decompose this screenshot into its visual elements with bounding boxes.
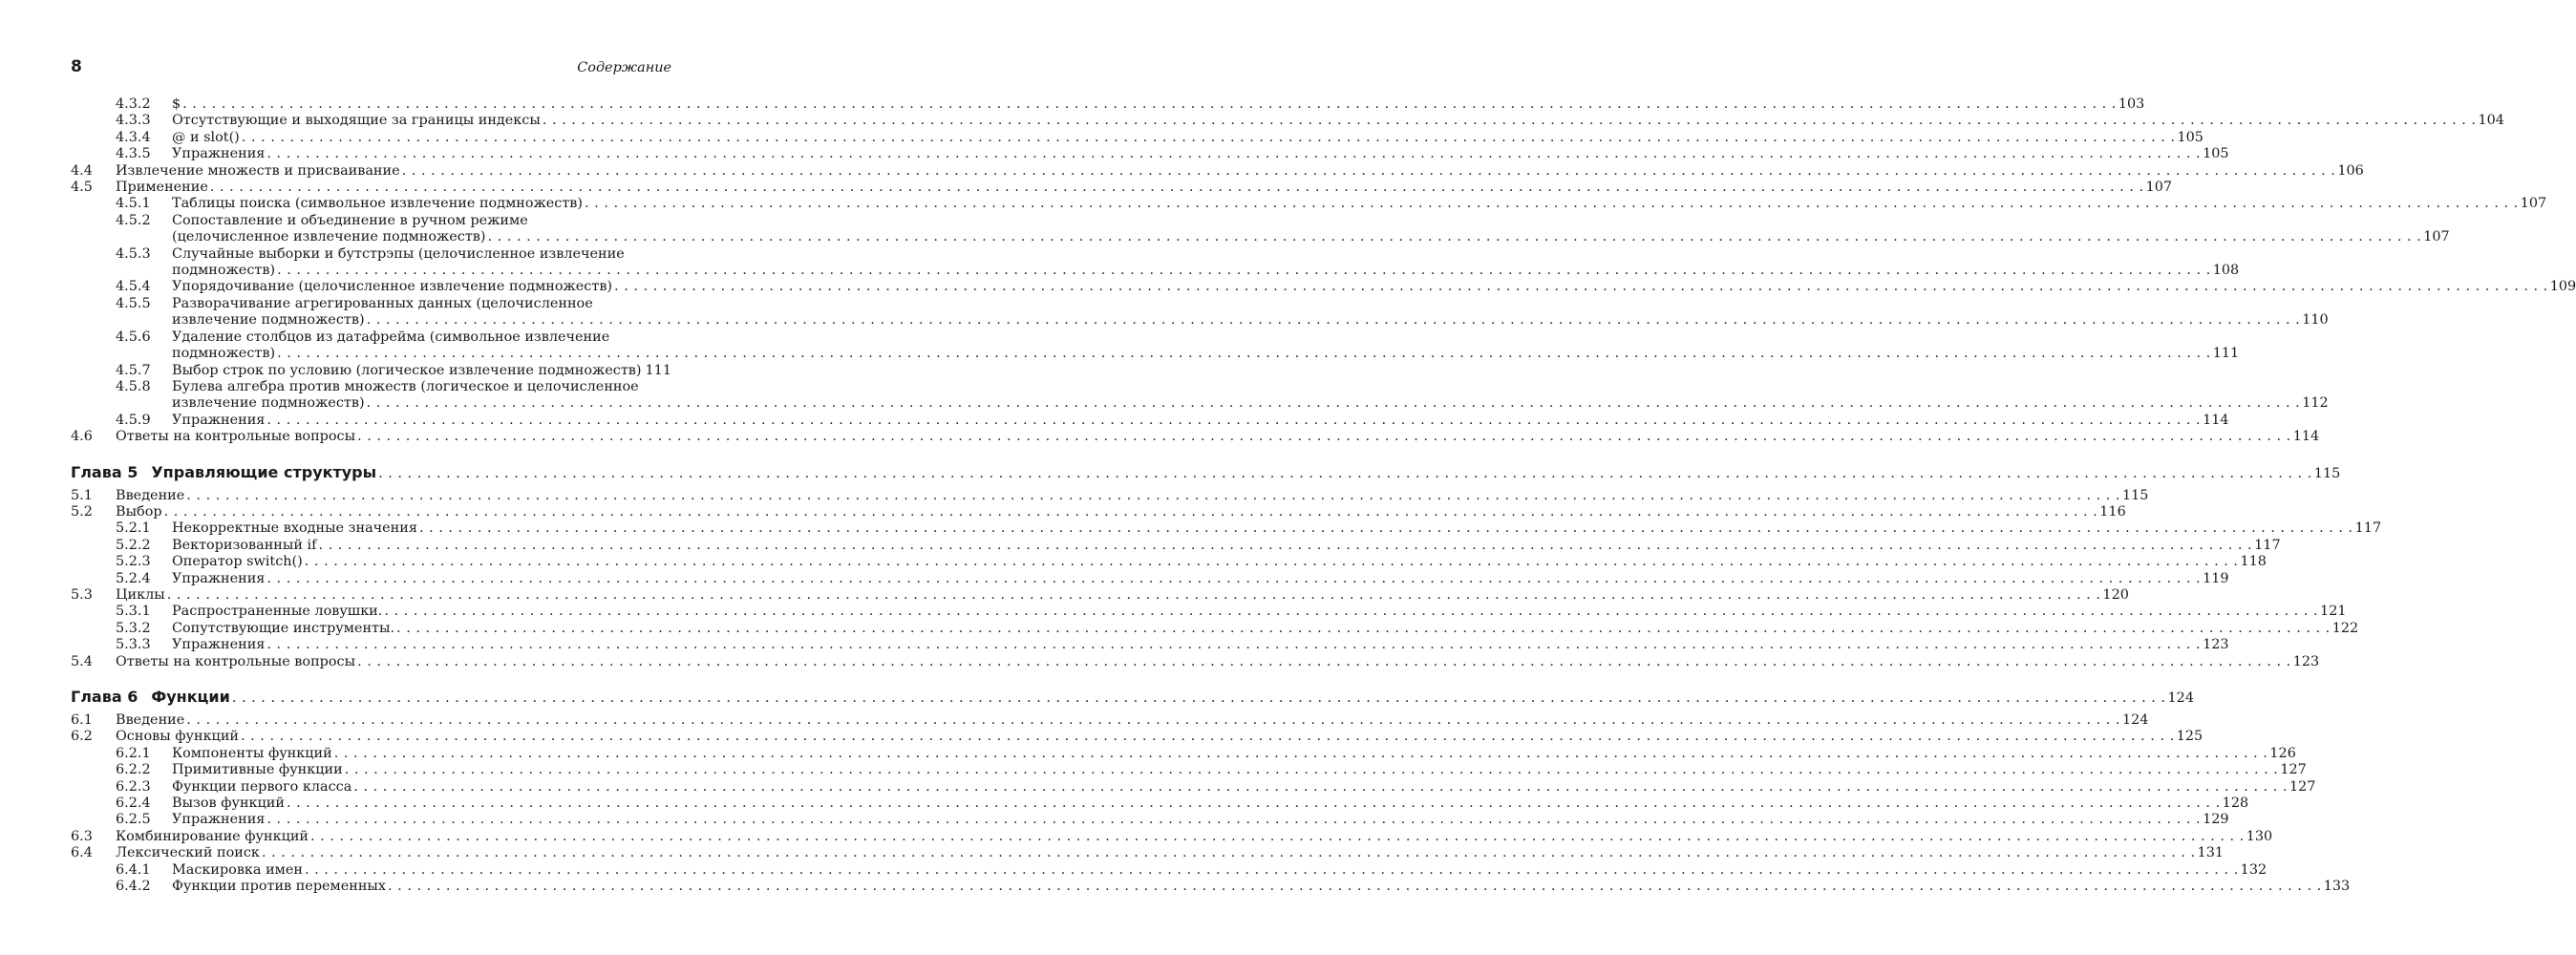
dot-leader: . . . . . . . . . . . . . . . . . . . . . . . . . . . . . . . . . . . . . . . . . . . . . . . . . . . . . . . . . . . . . . . . . . . . . . . . . . . . . . . . . . . . . . . . . . . . . . . . . . . . . . . . . . . . . . . . . . . . . . . . . . . . . . . . . . . . . . . . . . . . . . . . . . . . . . . . . . . . . . . . . . . . . . . . . . . . . . . . . . . . . . . . . . . . . . . . . . . . . . . . (304, 861, 2239, 878)
toc-entry[interactable] (71, 129, 2203, 146)
toc-entry-title: $ (172, 96, 181, 112)
toc-entry-title: Некорректные входные значения (172, 520, 417, 537)
toc-page-number: 109 (2549, 279, 2576, 295)
toc-entry[interactable] (71, 712, 2149, 729)
dot-leader: . . . . . . . . . . . . . . . . . . . . . . . . . . . . . . . . . . . . . . . . . . . . . . . . . . . . . . . . . . . . . . . . . . . . . . . . . . . . . . . . . . . . . . . . . . . . . . . . . . . . . . . . . . . . . . . . . . . . . . . . . . . . . . . . . . . . . . . . . . . . . . . . . . . . . . . . . . . . . . . . . . . . . . . . . . . . . . . . . . . . . . . . . . . . . . . . . . . . . . . . (241, 729, 2175, 745)
toc-entry[interactable] (71, 96, 2145, 113)
chapter-label: Глава 5 (71, 462, 138, 481)
toc-entry-title: (целочисленное извлечение подмножеств) (172, 229, 486, 245)
toc-entry-title: @ и slot() (172, 129, 240, 145)
dot-leader: . . . . . . . . . . . . . . . . . . . . . . . . . . . . . . . . . . . . . . . . . . . . . . . . . . . . . . . . . . . . . . . . . . . . . . . . . . . . . . . . . . . . . . . . . . . . . . . . . . . . . . . . . . . . . . . . . . . . . . . . . . . . . . . . . . . . . . . . . . . . . . . . . . . . . . . . . . . . . . . . . . . . . . . . . . . . . . . . . . . . . . . . . . . . . . . . . . . . . . . . (241, 129, 2176, 145)
toc-entry[interactable] (71, 245, 2240, 280)
toc-entry-title: Оператор switch() (172, 554, 303, 570)
toc-entry-title: Функции против переменных (172, 879, 387, 895)
toc-entry-number: 4.5.9 (116, 412, 151, 428)
toc-entry[interactable] (71, 196, 2547, 212)
toc-entry-title: Маскировка имен (172, 861, 303, 878)
dot-leader: . . . . . . . . . . . . . . . . . . . . . . . . . . . . . . . . . . . . . . . . . . . . . . . . . . . . . . . . . . . . . . . . . . . . . . . . . . . . . . . . . . . . . . . . . . . . . . . . . . . . . . . . . . . . . . . . . . . . . . . . . . . . . . . . . . . . . . . . . . . . . . . . . . . . . . . . . . . . . . . . . . . . . . . . . . . . . . . . . . . . . . . . . . . . . . . . . . . . . . . . (304, 554, 2239, 570)
toc-entry-number: 6.2.5 (116, 812, 151, 828)
toc-entry-title: Булева алгебра против множеств (логическое и целочисленное (172, 378, 639, 394)
toc-page-number: 119 (2203, 570, 2229, 586)
dot-leader: . . . . . . . . . . . . . . . . . . . . . . . . . . . . . . . . . . . . . . . . . . . . . . . . . . . . . . . . . . . . . . . . . . . . . . . . . . . . . . . . . . . . . . . . . . . . . . . . . . . . . . . . . . . . . . . . . . . . . . . . . . . . . . . . . . . . . . . . . . . . . . . . . . . . . . . . . . . . . . . . . . . . . . . . . . . . . . . . . . . . . . . . . . . . . . . . . . . . . . . . (186, 487, 2120, 503)
toc-entry-number: 5.2 (71, 503, 93, 520)
toc-page-number: 103 (2118, 96, 2145, 112)
dot-leader: . . . . . . . . . . . . . . . . . . . . . . . . . . . . . . . . . . . . . . . . . . . . . . . . . . . . . . . . . . . . . . . . . . . . . . . . . . . . . . . . . . . . . . . . . . . . . . . . . . . . . . . . . . . . . . . . . . . . . . . . . . . . . . . . . . . . . . . . . . . . . . . . . . . . . . . . . . . . . . . . . . . . . . . . . . . . . . . . . . . . . . . . . . . . . . . . . . . . . . . . (542, 113, 2477, 129)
toc-page-number: 108 (2212, 263, 2240, 279)
toc-entry[interactable] (71, 180, 2173, 196)
toc-entry-title: Сопутствующие инструменты. (172, 620, 395, 636)
page-number: 8 (71, 57, 82, 76)
toc-page-number: 126 (2269, 745, 2296, 761)
dot-leader: . . . . . . . . . . . . . . . . . . . . . . . . . . . . . . . . . . . . . . . . . . . . . . . . . . . . . . . . . . . . . . . . . . . . . . . . . . . . . . . . . . . . . . . . . . . . . . . . . . . . . . . . . . . . . . . . . . . . . . . . . . . . . . . . . . . . . . . . . . . . . . . . . . . . . . . . . . . . . . . . . . . . . . . . . . . . . . . . . . . . . . . . . . . . . . . . . . . . . . . . (266, 412, 2202, 428)
toc-entry-title: Функции первого класса (172, 778, 352, 795)
toc-page-number: 123 (2292, 653, 2320, 669)
toc-entry-title: подмножеств) (172, 346, 276, 362)
toc-page-number: 111 (645, 362, 671, 378)
toc-entry-title: Комбинирование функций (116, 828, 309, 844)
toc-entry-title: Сопоставление и объединение в ручном режиме (172, 212, 528, 228)
toc-page-number: 116 (2099, 503, 2126, 520)
table-of-contents (71, 96, 2576, 895)
toc-page-number: 112 (2302, 395, 2329, 412)
toc-entry[interactable] (71, 796, 2249, 812)
toc-page-number: 106 (2337, 162, 2364, 179)
toc-page-number: 130 (2246, 828, 2273, 844)
toc-entry-number: 6.2.4 (116, 796, 151, 812)
toc-entry[interactable] (71, 637, 2229, 653)
toc-entry-number: 4.6 (71, 429, 93, 445)
toc-entry-number: 5.2.1 (116, 520, 151, 537)
toc-page-number: 133 (2323, 879, 2351, 895)
toc-page-number: 117 (2254, 537, 2281, 553)
toc-entry-number: 4.5.5 (116, 295, 151, 311)
toc-page-number: 132 (2240, 861, 2267, 878)
toc-entry-number: 5.2.4 (116, 570, 151, 586)
toc-entry[interactable] (71, 146, 2229, 162)
dot-leader: . . . . . . . . . . . . . . . . . . . . . . . . . . . . . . . . . . . . . . . . . . . . . . . . . . . . . . . . . . . . . . . . . . . . . . . . . . . . . . . . . . . . . . . . . . . . . . . . . . . . . . . . . . . . . . . . . . . . . . . . . . . . . . . . . . . . . . . . . . . . . . . . . . . . . . . . . . . . . . . . . . . . . . . . . . . . . . . . . . . . . . . . . . . . . . . . . . . . . . . . (353, 778, 2288, 795)
toc-page-number: 107 (2423, 229, 2450, 245)
toc-entry-number: 5.3.3 (116, 637, 151, 653)
toc-entry-title: Упражнения (172, 570, 266, 586)
toc-page-number: 104 (2478, 113, 2504, 129)
toc-page-number: 124 (2167, 690, 2194, 706)
toc-entry-title: Ответы на контрольные вопросы (116, 429, 356, 445)
dot-leader: . . . . . . . . . . . . . . . . . . . . . . . . . . . . . . . . . . . . . . . . . . . . . . . . . . . . . . . . . . . . . . . . . . . . . . . . . . . . . . . . . . . . . . . . . . . . . . . . . . . . . . . . . . . . . . . . . . . . . . . . . . . . . . . . . . . . . . . . . . . . . . . . . . . . . . . . . . . . . . . . . . . . . . . . . . . . . . . . . . . . . . . . . . . . . . . . . . . . . . . . (614, 279, 2548, 295)
toc-entry[interactable] (71, 363, 671, 379)
toc-page-number: 105 (2177, 129, 2203, 145)
toc-entry-title: Лексический поиск (116, 845, 260, 861)
dot-leader: . . . . . . . . . . . . . . . . . . . . . . . . . . . . . . . . . . . . . . . . . . . . . . . . . . . . . . . . . . . . . . . . . . . . . . . . . . . . . . . . . . . . . . . . . . . . . . . . . . . . . . . . . . . . . . . . . . . . . . . . . . . . . . . . . . . . . . . . . . . . . . . . . . . . . . . . . . . . . . . . . . . . . . . . . . . . . . . . . . . . . . . . . . . . . . . . . . . . . . . . (163, 503, 2098, 520)
dot-leader: . . . . . . . . . . . . . . . . . . . . . . . . . . . . . . . . . . . . . . . . . . . . . . . . . . . . . . . . . . . . . . . . . . . . . . . . . . . . . . . . . . . . . . . . . . . . . . . . . . . . . . . . . . . . . . . . . . . . . . . . . . . . . . . . . . . . . . . . . . . . . . . . . . . . . . . . . . . . . . . . . . . . . . . . . . . . . . . . . . . . . . . . . . . . . . . . . . . . . . . . (378, 465, 2312, 481)
toc-page-number: 125 (2176, 729, 2203, 745)
toc-entry-number: 5.2.3 (116, 554, 151, 570)
toc-entry-number: 4.5 (71, 180, 93, 196)
toc-page-number: 118 (2240, 554, 2267, 570)
toc-entry[interactable] (71, 295, 2329, 329)
toc-entry-number: 4.5.1 (116, 196, 151, 212)
toc-entry[interactable] (71, 604, 2347, 620)
toc-page-number: 129 (2203, 812, 2229, 828)
toc-entry[interactable] (71, 861, 2267, 879)
toc-entry-number: 4.3.4 (116, 129, 151, 145)
dot-leader: . . . . . . . . . . . . . . . . . . . . . . . . . . . . . . . . . . . . . . . . . . . . . . . . . . . . . . . . . . . . . . . . . . . . . . . . . . . . . . . . . . . . . . . . . . . . . . . . . . . . . . . . . . . . . . . . . . . . . . . . . . . . . . . . . . . . . . . . . . . . . . . . . . . . . . . . . . . . . . . . . . . . . . . . . . . . . . . . . . . . . . . . . . . . . . . . . . . . . . . . (384, 604, 2319, 620)
toc-entry-number: 6.4 (71, 845, 93, 861)
toc-page-number: 127 (2289, 778, 2316, 795)
toc-entry-title: Разворачивание агрегированных данных (целочисленное (172, 295, 593, 311)
toc-entry-number: 6.2 (71, 729, 93, 745)
toc-entry-title: Упражнения (172, 637, 266, 653)
dot-leader: . . . . . . . . . . . . . . . . . . . . . . . . . . . . . . . . . . . . . . . . . . . . . . . . . . . . . . . . . . . . . . . . . . . . . . . . . . . . . . . . . . . . . . . . . . . . . . . . . . . . . . . . . . . . . . . . . . . . . . . . . . . . . . . . . . . . . . . . . . . . . . . . . . . . . . . . . . . . . . . . . . . . . . . . . . . . . . . . . . . . . . . . . . . . . . . . . . . . . . . . (396, 620, 2331, 636)
toc-entry[interactable] (71, 554, 2267, 570)
toc-page-number: 117 (2354, 520, 2382, 537)
dot-leader: . . . . . . . . . . . . . . . . . . . . . . . . . . . . . . . . . . . . . . . . . . . . . . . . . . . . . . . . . . . . . . . . . . . . . . . . . . . . . . . . . . . . . . . . . . . . . . . . . . . . . . . . . . . . . . . . . . . . . . . . . . . . . . . . . . . . . . . . . . . . . . . . . . . . . . . . . . . . . . . . . . . . . . . . . . . . . . . . . . . . . . . . . . . . . . . . . . . . . . . . (357, 653, 2291, 669)
toc-entry-number: 4.5.2 (116, 212, 151, 228)
dot-leader: . . . . . . . . . . . . . . . . . . . . . . . . . . . . . . . . . . . . . . . . . . . . . . . . . . . . . . . . . . . . . . . . . . . . . . . . . . . . . . . . . . . . . . . . . . . . . . . . . . . . . . . . . . . . . . . . . . . . . . . . . . . . . . . . . . . . . . . . . . . . . . . . . . . . . . . . . . . . . . . . . . . . . . . . . . . . . . . . . . . . . . . . . . . . . . . . . . . . . . . . (266, 146, 2202, 162)
toc-entry-number: 6.2.1 (116, 745, 151, 761)
dot-leader: . . . . . . . . . . . . . . . . . . . . . . . . . . . . . . . . . . . . . . . . . . . . . . . . . . . . . . . . . . . . . . . . . . . . . . . . . . . . . . . . . . . . . . . . . . . . . . . . . . . . . . . . . . . . . . . . . . . . . . . . . . . . . . . . . . . . . . . . . . . . . . . . . . . . . . . . . . . . . . . . . . . . . . . . . . . . . . . . . . . . . . . . . . . . . . . . . . . . . . . . (344, 762, 2279, 778)
toc-entry-title: Векторизованный if (172, 537, 317, 553)
toc-entry-title: Таблицы поиска (символьное извлечение подмножеств) (172, 196, 584, 212)
toc-page-number: 115 (2313, 465, 2341, 481)
toc-page-number: 124 (2121, 712, 2149, 728)
dot-leader: . . . . . . . . . . . . . . . . . . . . . . . . . . . . . . . . . . . . . . . . . . . . . . . . . . . . . . . . . . . . . . . . . . . . . . . . . . . . . . . . . . . . . . . . . . . . . . . . . . . . . . . . . . . . . . . . . . . . . . . . . . . . . . . . . . . . . . . . . . . . . . . . . . . . . . . . . . . . . . . . . . . . . . . . . . . . . . . . . . . . . . . . . . . . . . . . . . . . . . . . (186, 712, 2120, 728)
toc-entry-number: 4.5.4 (116, 279, 151, 295)
toc-page-number: 114 (2203, 412, 2229, 428)
toc-entry[interactable] (71, 520, 2382, 537)
dot-leader: . . . . . . . . . . . . . . . . . . . . . . . . . . . . . . . . . . . . . . . . . . . . . . . . . . . . . . . . . . . . . . . . . . . . . . . . . . . . . . . . . . . . . . . . . . . . . . . . . . . . . . . . . . . . . . . . . . . . . . . . . . . . . . . . . . . . . . . . . . . . . . . . . . . . . . . . . . . . . . . . . . . . . . . . . . . . . . . . . . . . . . . . . . . . . . . . . . . . . . . . (357, 429, 2291, 445)
toc-chapter[interactable] (71, 462, 2341, 484)
toc-entry-title: Введение (116, 487, 185, 503)
dot-leader: . . . . . . . . . . . . . . . . . . . . . . . . . . . . . . . . . . . . . . . . . . . . . . . . . . . . . . . . . . . . . . . . . . . . . . . . . . . . . . . . . . . . . . . . . . . . . . . . . . . . . . . . . . . . . . . . . . . . . . . . . . . . . . . . . . . . . . . . . . . . . . . . . . . . . . . . . . . . . . . . . . . . . . . . . . . . . . . . . . . . . . . . . . . . . . . . . . . . . . . . (487, 229, 2422, 245)
toc-entry-number: 5.1 (71, 487, 93, 503)
toc-page-number: 111 (2212, 346, 2240, 362)
dot-leader: . . . . . . . . . . . . . . . . . . . . . . . . . . . . . . . . . . . . . . . . . . . . . . . . . . . . . . . . . . . . . . . . . . . . . . . . . . . . . . . . . . . . . . . . . . . . . . . . . . . . . . . . . . . . . . . . . . . . . . . . . . . . . . . . . . . . . . . . . . . . . . . . . . . . . . . . . . . . . . . . . . . . . . . . . . . . . . . . . . . . . . . . . . . . . . . . . . . . . . . . (266, 812, 2202, 828)
toc-page-number: 122 (2331, 620, 2359, 636)
toc-page-number: 131 (2197, 845, 2225, 861)
dot-leader: . . . . . . . . . . . . . . . . . . . . . . . . . . . . . . . . . . . . . . . . . . . . . . . . . . . . . . . . . . . . . . . . . . . . . . . . . . . . . . . . . . . . . . . . . . . . . . . . . . . . . . . . . . . . . . . . . . . . . . . . . . . . . . . . . . . . . . . . . . . . . . . . . . . . . . . . . . . . . . . . . . . . . . . . . . . . . . . . . . . . . . . . . . . . . . . . . . . . . . . . (166, 586, 2101, 603)
toc-entry-number: 4.5.6 (116, 329, 151, 345)
chapter-title: Управляющие структуры (151, 462, 377, 481)
toc-page-number: 105 (2203, 146, 2229, 162)
toc-entry-number: 4.5.3 (116, 245, 151, 262)
toc-entry-title: Упражнения (172, 146, 266, 162)
toc-entry[interactable] (71, 812, 2229, 828)
toc-entry-title: Основы функций (116, 729, 239, 745)
toc-entry[interactable] (71, 620, 2359, 637)
toc-entry-number: 6.1 (71, 712, 93, 728)
toc-entry[interactable] (71, 412, 2229, 429)
toc-entry-title: Выбор строк по условию (логическое извлечение подмножеств) (172, 362, 642, 378)
toc-entry-title: Упражнения (172, 412, 266, 428)
toc-entry-number: 4.3.3 (116, 113, 151, 129)
dot-leader: . . . . . . . . . . . . . . . . . . . . . . . . . . . . . . . . . . . . . . . . . . . . . . . . . . . . . . . . . . . . . . . . . . . . . . . . . . . . . . . . . . . . . . . . . . . . . . . . . . . . . . . . . . . . . . . . . . . . . . . . . . . . . . . . . . . . . . . . . . . . . . . . . . . . . . . . . . . . . . . . . . . . . . . . . . . . . . . . . . . . . . . . . . . . . . . . . . . . . . . . (366, 395, 2301, 412)
toc-page-number: 114 (2292, 429, 2320, 445)
dot-leader: . . . . . . . . . . . . . . . . . . . . . . . . . . . . . . . . . . . . . . . . . . . . . . . . . . . . . . . . . . . . . . . . . . . . . . . . . . . . . . . . . . . . . . . . . . . . . . . . . . . . . . . . . . . . . . . . . . . . . . . . . . . . . . . . . . . . . . . . . . . . . . . . . . . . . . . . . . . . . . . . . . . . . . . . . . . . . . . . . . . . . . . . . . . . . . . . . . . . . . . . (333, 745, 2268, 761)
dot-leader: . . . . . . . . . . . . . . . . . . . . . . . . . . . . . . . . . . . . . . . . . . . . . . . . . . . . . . . . . . . . . . . . . . . . . . . . . . . . . . . . . . . . . . . . . . . . . . . . . . . . . . . . . . . . . . . . . . . . . . . . . . . . . . . . . . . . . . . . . . . . . . . . . . . . . . . . . . . . . . . . . . . . . . . . . . . . . . . . . . . . . . . . . . . . . . . . . . . . . . . . (209, 180, 2144, 196)
toc-entry-number: 6.3 (71, 828, 93, 844)
dot-leader: . . . . . . . . . . . . . . . . . . . . . . . . . . . . . . . . . . . . . . . . . . . . . . . . . . . . . . . . . . . . . . . . . . . . . . . . . . . . . . . . . . . . . . . . . . . . . . . . . . . . . . . . . . . . . . . . . . . . . . . . . . . . . . . . . . . . . . . . . . . . . . . . . . . . . . . . . . . . . . . . . . . . . . . . . . . . . . . . . . . . . . . . . . . . . . . . . . . . . . . . (310, 828, 2245, 844)
dot-leader: . . . . . . . . . . . . . . . . . . . . . . . . . . . . . . . . . . . . . . . . . . . . . . . . . . . . . . . . . . . . . . . . . . . . . . . . . . . . . . . . . . . . . . . . . . . . . . . . . . . . . . . . . . . . . . . . . . . . . . . . . . . . . . . . . . . . . . . . . . . . . . . . . . . . . . . . . . . . . . . . . . . . . . . . . . . . . . . . . . . . . . . . . . . . . . . . . . . . . . . . (266, 570, 2202, 586)
toc-page-number: 115 (2121, 487, 2149, 503)
toc-entry[interactable] (71, 745, 2296, 762)
toc-chapter[interactable] (71, 687, 2194, 709)
toc-entry-title: Компоненты функций (172, 745, 332, 761)
toc-entry[interactable] (71, 778, 2316, 796)
toc-page-number: 128 (2222, 796, 2249, 812)
toc-page-number: 107 (2520, 196, 2547, 212)
dot-leader: . . . . . . . . . . . . . . . . . . . . . . . . . . . . . . . . . . . . . . . . . . . . . . . . . . . . . . . . . . . . . . . . . . . . . . . . . . . . . . . . . . . . . . . . . . . . . . . . . . . . . . . . . . . . . . . . . . . . . . . . . . . . . . . . . . . . . . . . . . . . . . . . . . . . . . . . . . . . . . . . . . . . . . . . . . . . . . . . . . . . . . . . . . . . . . . . . . . . . . . . (277, 263, 2211, 279)
toc-entry[interactable] (71, 279, 2576, 295)
toc-entry-title: Применение (116, 180, 208, 196)
toc-entry[interactable] (71, 487, 2149, 504)
toc-entry-number: 5.4 (71, 653, 93, 669)
toc-entry[interactable] (71, 586, 2129, 604)
toc-entry-number: 4.4 (71, 162, 93, 179)
toc-entry[interactable] (71, 570, 2229, 587)
toc-page-number: 121 (2320, 604, 2347, 620)
toc-entry[interactable] (71, 212, 2450, 246)
dot-leader: . . . . . . . . . . . . . . . . . . . . . . . . . . . . . . . . . . . . . . . . . . . . . . . . . . . . . . . . . . . . . . . . . . . . . . . . . . . . . . . . . . . . . . . . . . . . . . . . . . . . . . . . . . . . . . . . . . . . . . . . . . . . . . . . . . . . . . . . . . . . . . . . . . . . . . . . . . . . . . . . . . . . . . . . . . . . . . . . . . . . . . . . . . . . . . . . . . . . . . . . (261, 845, 2196, 861)
toc-entry[interactable] (71, 729, 2203, 745)
dot-leader: . . . . . . . . . . . . . . . . . . . . . . . . . . . . . . . . . . . . . . . . . . . . . . . . . . . . . . . . . . . . . . . . . . . . . . . . . . . . . . . . . . . . . . . . . . . . . . . . . . . . . . . . . . . . . . . . . . . . . . . . . . . . . . . . . . . . . . . . . . . . . . . . . . . . . . . . . . . . . . . . . . . . . . . . . . . . . . . . . . . . . . . . . . . . . . . . . . . . . . . . (182, 96, 2117, 112)
dot-leader: . . . . . . . . . . . . . . . . . . . . . . . . . . . . . . . . . . . . . . . . . . . . . . . . . . . . . . . . . . . . . . . . . . . . . . . . . . . . . . . . . . . . . . . . . . . . . . . . . . . . . . . . . . . . . . . . . . . . . . . . . . . . . . . . . . . . . . . . . . . . . . . . . . . . . . . . . . . . . . . . . . . . . . . . . . . . . . . . . . . . . . . . . . . . . . . . . . . . . . . . (401, 162, 2336, 179)
toc-entry-title: извлечение подмножеств) (172, 312, 365, 329)
toc-entry-number: 6.4.1 (116, 861, 151, 878)
toc-entry[interactable] (71, 845, 2225, 861)
toc-entry-title: Введение (116, 712, 185, 728)
toc-page-number: 110 (2302, 312, 2329, 329)
toc-entry[interactable] (71, 879, 2351, 895)
toc-entry-number: 6.4.2 (116, 879, 151, 895)
toc-entry[interactable] (71, 113, 2504, 129)
toc-entry-number: 6.2.2 (116, 762, 151, 778)
dot-leader: . . . . . . . . . . . . . . . . . . . . . . . . . . . . . . . . . . . . . . . . . . . . . . . . . . . . . . . . . . . . . . . . . . . . . . . . . . . . . . . . . . . . . . . . . . . . . . . . . . . . . . . . . . . . . . . . . . . . . . . . . . . . . . . . . . . . . . . . . . . . . . . . . . . . . . . . . . . . . . . . . . . . . . . . . . . . . . . . . . . . . . . . . . . . . . . . . . . . . . . . (366, 312, 2301, 329)
toc-entry-title: Упражнения (172, 812, 266, 828)
toc-entry-title: Выбор (116, 503, 162, 520)
dot-leader: . . . . . . . . . . . . . . . . . . . . . . . . . . . . . . . . . . . . . . . . . . . . . . . . . . . . . . . . . . . . . . . . . . . . . . . . . . . . . . . . . . . . . . . . . . . . . . . . . . . . . . . . . . . . . . . . . . . . . . . . . . . . . . . . . . . . . . . . . . . . . . . . . . . . . . . . . . . . . . . . . . . . . . . . . . . . . . . . . . . . . . . . . . . . . . . . . . . . . . . . (286, 796, 2221, 812)
toc-entry-title: Извлечение множеств и присваивание (116, 162, 400, 179)
toc-entry[interactable] (71, 537, 2281, 554)
chapter-title: Функции (151, 688, 230, 706)
toc-entry-number: 6.2.3 (116, 778, 151, 795)
chapter-label: Глава 6 (71, 688, 138, 706)
toc-entry[interactable] (71, 429, 2320, 445)
toc-entry-title: Ответы на контрольные вопросы (116, 653, 356, 669)
toc-entry-title: Примитивные функции (172, 762, 343, 778)
toc-entry-title: Циклы (116, 586, 165, 603)
toc-entry-number: 4.5.8 (116, 378, 151, 394)
toc-entry-title: Отсутствующие и выходящие за границы индексы (172, 113, 541, 129)
toc-entry[interactable] (71, 378, 2329, 413)
toc-entry[interactable] (71, 762, 2307, 778)
dot-leader: . . . . . . . . . . . . . . . . . . . . . . . . . . . . . . . . . . . . . . . . . . . . . . . . . . . . . . . . . . . . . . . . . . . . . . . . . . . . . . . . . . . . . . . . . . . . . . . . . . . . . . . . . . . . . . . . . . . . . . . . . . . . . . . . . . . . . . . . . . . . . . . . . . . . . . . . . . . . . . . . . . . . . . . . . . . . . . . . . . . . . . . . . . . . . . . . . . . . . . . . (277, 346, 2211, 362)
dot-leader: . . . . . . . . . . . . . . . . . . . . . . . . . . . . . . . . . . . . . . . . . . . . . . . . . . . . . . . . . . . . . . . . . . . . . . . . . . . . . . . . . . . . . . . . . . . . . . . . . . . . . . . . . . . . . . . . . . . . . . . . . . . . . . . . . . . . . . . . . . . . . . . . . . . . . . . . . . . . . . . . . . . . . . . . . . . . . . . . . . . . . . . . . . . . . . . . . . . . . . . . (318, 537, 2253, 553)
toc-entry-number: 4.5.7 (116, 362, 151, 378)
toc-entry-title: подмножеств) (172, 263, 276, 279)
toc-entry-title: Удаление столбцов из датафрейма (символьное извлечение (172, 329, 610, 345)
toc-entry-number: 5.3.1 (116, 604, 151, 620)
toc-entry-title: Распространенные ловушки. (172, 604, 383, 620)
toc-entry[interactable] (71, 503, 2126, 520)
dot-leader: . . . . . . . . . . . . . . . . . . . . . . . . . . . . . . . . . . . . . . . . . . . . . . . . . . . . . . . . . . . . . . . . . . . . . . . . . . . . . . . . . . . . . . . . . . . . . . . . . . . . . . . . . . . . . . . . . . . . . . . . . . . . . . . . . . . . . . . . . . . . . . . . . . . . . . . . . . . . . . . . . . . . . . . . . . . . . . . . . . . . . . . . . . . . . . . . . . . . . . . . (418, 520, 2353, 537)
dot-leader: . . . . . . . . . . . . . . . . . . . . . . . . . . . . . . . . . . . . . . . . . . . . . . . . . . . . . . . . . . . . . . . . . . . . . . . . . . . . . . . . . . . . . . . . . . . . . . . . . . . . . . . . . . . . . . . . . . . . . . . . . . . . . . . . . . . . . . . . . . . . . . . . . . . . . . . . . . . . . . . . . . . . . . . . . . . . . . . . . . . . . . . . . . . . . . . . . . . . . . . . (585, 196, 2519, 212)
toc-entry[interactable] (71, 162, 2364, 180)
toc-entry-title: Случайные выборки и бутстрэпы (целочисленное извлечение (172, 245, 625, 262)
toc-entry-number: 5.3 (71, 586, 93, 603)
dot-leader: . . . . . . . . . . . . . . . . . . . . . . . . . . . . . . . . . . . . . . . . . . . . . . . . . . . . . . . . . . . . . . . . . . . . . . . . . . . . . . . . . . . . . . . . . . . . . . . . . . . . . . . . . . . . . . . . . . . . . . . . . . . . . . . . . . . . . . . . . . . . . . . . . . . . . . . . . . . . . . . . . . . . . . . . . . . . . . . . . . . . . . . . . . . . . . . . . . . . . . . . (388, 879, 2322, 895)
toc-entry-number: 4.3.2 (116, 96, 151, 112)
toc-entry[interactable] (71, 828, 2273, 845)
toc-entry-title: Упорядочивание (целочисленное извлечение подмножеств) (172, 279, 613, 295)
dot-leader: . . . . . . . . . . . . . . . . . . . . . . . . . . . . . . . . . . . . . . . . . . . . . . . . . . . . . . . . . . . . . . . . . . . . . . . . . . . . . . . . . . . . . . . . . . . . . . . . . . . . . . . . . . . . . . . . . . . . . . . . . . . . . . . . . . . . . . . . . . . . . . . . . . . . . . . . . . . . . . . . . . . . . . . . . . . . . . . . . . . . . . . . . . . . . . . . . . . . . . . . (231, 690, 2166, 706)
toc-entry-title: Вызов функций (172, 796, 285, 812)
toc-entry-title: извлечение подмножеств) (172, 395, 365, 412)
toc-page-number: 107 (2145, 180, 2173, 196)
toc-entry[interactable] (71, 653, 2320, 670)
toc-entry-number: 4.3.5 (116, 146, 151, 162)
toc-entry[interactable] (71, 329, 2240, 363)
toc-entry-number: 5.3.2 (116, 620, 151, 636)
dot-leader: . . . . . . . . . . . . . . . . . . . . . . . . . . . . . . . . . . . . . . . . . . . . . . . . . . . . . . . . . . . . . . . . . . . . . . . . . . . . . . . . . . . . . . . . . . . . . . . . . . . . . . . . . . . . . . . . . . . . . . . . . . . . . . . . . . . . . . . . . . . . . . . . . . . . . . . . . . . . . . . . . . . . . . . . . . . . . . . . . . . . . . . . . . . . . . . . . . . . . . . . (266, 637, 2202, 653)
toc-page-number: 120 (2102, 586, 2129, 603)
toc-page-number: 123 (2203, 637, 2229, 653)
running-title: Содержание (577, 60, 671, 75)
toc-page-number: 127 (2280, 762, 2307, 778)
toc-entry-number: 5.2.2 (116, 537, 151, 553)
